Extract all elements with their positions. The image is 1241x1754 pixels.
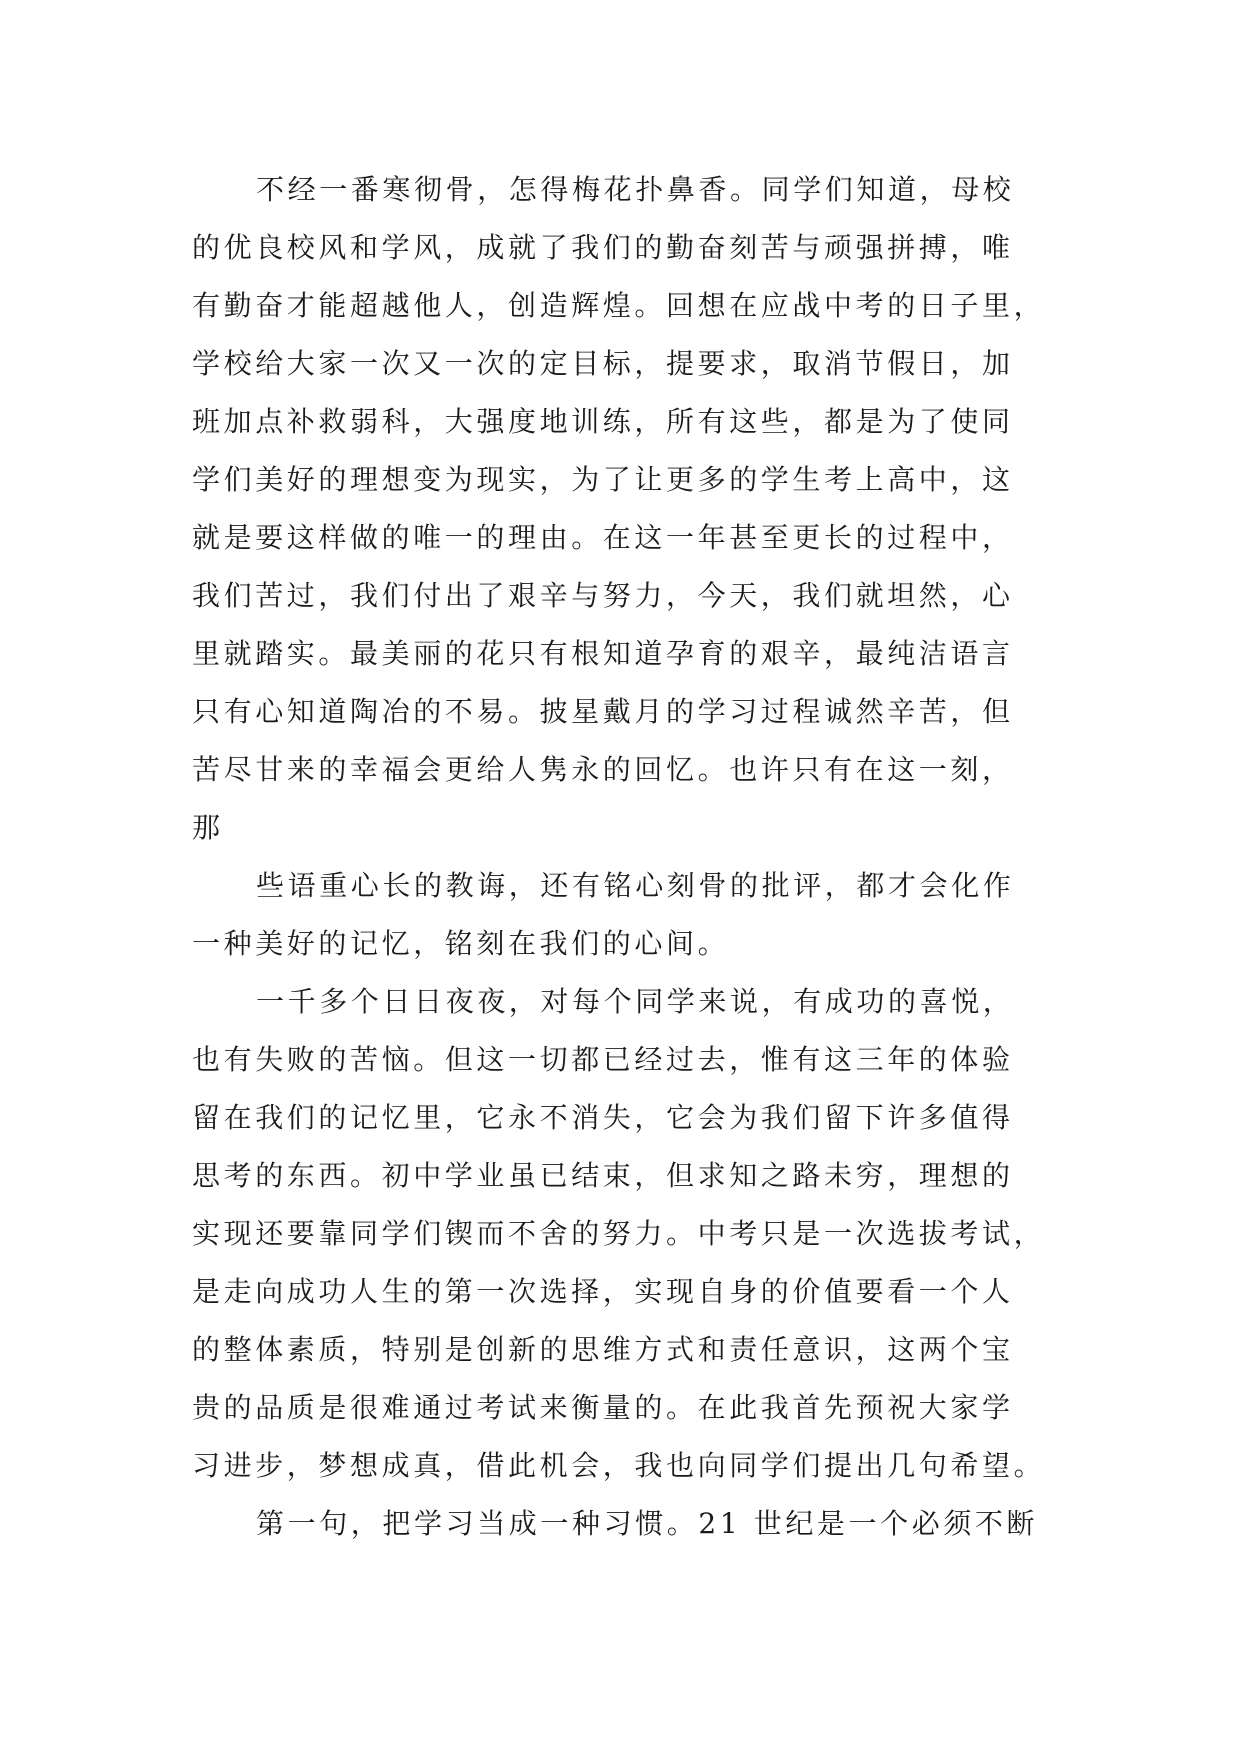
text-line: 一千多个日日夜夜，对每个同学来说，有成功的喜悦， — [256, 985, 1015, 1018]
text-line: 学校给大家一次又一次的定目标，提要求，取消节假日，加 — [192, 347, 1014, 380]
text-line: 是走向成功人生的第一次选择，实现自身的价值要看一个人 — [192, 1275, 1014, 1308]
text-line: 实现还要靠同学们锲而不舍的努力。中考只是一次选拔考试， — [192, 1217, 1046, 1250]
text-line: 不经一番寒彻骨，怎得梅花扑鼻香。同学们知道，母校 — [256, 173, 1015, 206]
text-line: 学们美好的理想变为现实，为了让更多的学生考上高中，这 — [192, 463, 1014, 496]
text-line: 班加点补救弱科，大强度地训练，所有这些，都是为了使同 — [192, 405, 1014, 438]
text-line: 只有心知道陶冶的不易。披星戴月的学习过程诚然辛苦，但 — [192, 695, 1014, 728]
text-line: 苦尽甘来的幸福会更给人隽永的回忆。也许只有在这一刻， — [192, 753, 1014, 786]
text-line: 也有失败的苦恼。但这一切都已经过去，惟有这三年的体验 — [192, 1043, 1014, 1076]
text-line: 那 — [192, 811, 224, 844]
paragraph-1 — [192, 161, 1062, 857]
paragraph-4 — [192, 1495, 1062, 1553]
text-line: 我们苦过，我们付出了艰辛与努力，今天，我们就坦然，心 — [192, 579, 1014, 612]
text-line: 第一句，把学习当成一种习惯。21 世纪是一个必须不断 — [256, 1507, 1039, 1540]
text-line: 的整体素质，特别是创新的思维方式和责任意识，这两个宝 — [192, 1333, 1014, 1366]
text-line: 有勤奋才能超越他人，创造辉煌。回想在应战中考的日子里， — [192, 289, 1046, 322]
text-line: 一种美好的记忆，铭刻在我们的心间。 — [192, 927, 730, 960]
text-line: 就是要这样做的唯一的理由。在这一年甚至更长的过程中， — [192, 521, 1014, 554]
text-line: 里就踏实。最美丽的花只有根知道孕育的艰辛，最纯洁语言 — [192, 637, 1014, 670]
paragraph-2 — [192, 857, 1062, 973]
text-line: 的优良校风和学风，成就了我们的勤奋刻苦与顽强拼搏，唯 — [192, 231, 1014, 264]
text-line: 留在我们的记忆里，它永不消失，它会为我们留下许多值得 — [192, 1101, 1014, 1134]
text-line: 思考的东西。初中学业虽已结束，但求知之路未穷，理想的 — [192, 1159, 1014, 1192]
document-body — [192, 161, 1062, 1553]
text-line: 些语重心长的教诲，还有铭心刻骨的批评，都才会化作 — [256, 869, 1015, 902]
paragraph-3 — [192, 973, 1062, 1495]
text-line: 习进步，梦想成真，借此机会，我也向同学们提出几句希望。 — [192, 1449, 1046, 1482]
text-line: 贵的品质是很难通过考试来衡量的。在此我首先预祝大家学 — [192, 1391, 1014, 1424]
